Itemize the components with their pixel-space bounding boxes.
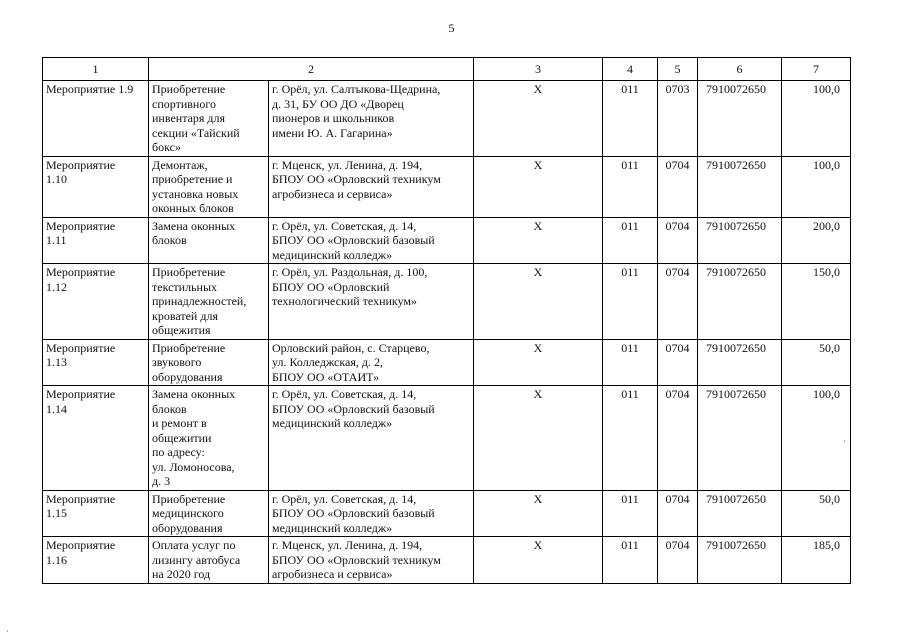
col7-cell: 100,0 (782, 81, 851, 157)
description-cell: Приобретение звукового оборудования (149, 339, 269, 386)
event-cell: Мероприятие 1.10 (43, 156, 149, 217)
col6-cell: 7910072650 (698, 217, 782, 264)
scan-speck: · (6, 626, 9, 636)
col7-cell: 50,0 (782, 490, 851, 537)
col5-cell: 0703 (658, 81, 698, 157)
col6-cell: 7910072650 (698, 386, 782, 491)
col4-cell: 011 (603, 156, 658, 217)
budget-table (42, 57, 851, 584)
header-cell-7: 7 (782, 58, 851, 81)
location-cell: г. Орёл, ул. Советская, д. 14, БПОУ ОО «Орловский базовый медицинский колледж» (269, 217, 474, 264)
table-row (43, 217, 851, 264)
location-cell: г. Орёл, ул. Советская, д. 14, БПОУ ОО «Орловский базовый медицинский колледж» (269, 490, 474, 537)
col6-cell: 7910072650 (698, 537, 782, 584)
col3-cell: Х (474, 537, 603, 584)
description-cell: Оплата услуг по лизингу автобуса на 2020 год (149, 537, 269, 584)
col6-cell: 7910072650 (698, 264, 782, 340)
table-row (43, 264, 851, 340)
col7-cell: 50,0 (782, 339, 851, 386)
event-cell: Мероприятие 1.15 (43, 490, 149, 537)
col5-cell: 0704 (658, 339, 698, 386)
col3-cell: Х (474, 339, 603, 386)
col5-cell: 0704 (658, 217, 698, 264)
col5-cell: 0704 (658, 386, 698, 491)
description-cell: Демонтаж, приобретение и установка новых оконных блоков (149, 156, 269, 217)
col4-cell: 011 (603, 339, 658, 386)
col6-cell: 7910072650 (698, 81, 782, 157)
table-row (43, 386, 851, 491)
col7-cell: 100,0 (782, 386, 851, 491)
col3-cell: Х (474, 81, 603, 157)
header-cell-5: 5 (658, 58, 698, 81)
description-cell: Замена оконных блоков (149, 217, 269, 264)
col3-cell: Х (474, 386, 603, 491)
col5-cell: 0704 (658, 264, 698, 340)
col6-cell: 7910072650 (698, 156, 782, 217)
col3-cell: Х (474, 490, 603, 537)
event-cell: Мероприятие 1.12 (43, 264, 149, 340)
location-cell: г. Орёл, ул. Салтыкова-Щедрина, д. 31, БУ ОО ДО «Дворец пионеров и школьников имени Ю. А. Гагарина» (269, 81, 474, 157)
col5-cell: 0704 (658, 490, 698, 537)
col7-cell: 150,0 (782, 264, 851, 340)
header-cell-2: 2 (149, 58, 474, 81)
header-cell-6: 6 (698, 58, 782, 81)
col4-cell: 011 (603, 537, 658, 584)
header-row (43, 58, 851, 81)
page-number: 5 (448, 21, 455, 35)
col4-cell: 011 (603, 264, 658, 340)
col7-cell: 100,0 (782, 156, 851, 217)
location-cell: г. Мценск, ул. Ленина, д. 194, БПОУ ОО «Орловский техникум агробизнеса и сервиса» (269, 537, 474, 584)
col7-cell: 185,0 (782, 537, 851, 584)
scan-speck: · (843, 436, 846, 446)
col3-cell: Х (474, 156, 603, 217)
header-cell-1: 1 (43, 58, 149, 81)
event-cell: Мероприятие 1.14 (43, 386, 149, 491)
event-cell: Мероприятие 1.13 (43, 339, 149, 386)
col4-cell: 011 (603, 490, 658, 537)
location-cell: Орловский район, с. Старцево, ул. Колледжская, д. 2, БПОУ ОО «ОТАИТ» (269, 339, 474, 386)
description-cell: Приобретение спортивного инвентаря для секции «Тайский бокс» (149, 81, 269, 157)
header-cell-3: 3 (474, 58, 603, 81)
location-cell: г. Орёл, ул. Советская, д. 14, БПОУ ОО «Орловский базовый медицинский колледж» (269, 386, 474, 491)
event-cell: Мероприятие 1.9 (43, 81, 149, 157)
table-row (43, 537, 851, 584)
col6-cell: 7910072650 (698, 490, 782, 537)
col6-cell: 7910072650 (698, 339, 782, 386)
col4-cell: 011 (603, 386, 658, 491)
col7-cell: 200,0 (782, 217, 851, 264)
event-cell: Мероприятие 1.11 (43, 217, 149, 264)
col4-cell: 011 (603, 81, 658, 157)
col3-cell: Х (474, 264, 603, 340)
col3-cell: Х (474, 217, 603, 264)
description-cell: Приобретение медицинского оборудования (149, 490, 269, 537)
table-row (43, 490, 851, 537)
table-row (43, 81, 851, 157)
event-cell: Мероприятие 1.16 (43, 537, 149, 584)
description-cell: Приобретение текстильных принадлежностей, кроватей для общежития (149, 264, 269, 340)
header-cell-4: 4 (603, 58, 658, 81)
table-row (43, 339, 851, 386)
col5-cell: 0704 (658, 537, 698, 584)
description-cell: Замена оконных блоков и ремонт в общежитии по адресу: ул. Ломоносова, д. 3 (149, 386, 269, 491)
location-cell: г. Мценск, ул. Ленина, д. 194, БПОУ ОО «Орловский техникум агробизнеса и сервиса» (269, 156, 474, 217)
table-row (43, 156, 851, 217)
col5-cell: 0704 (658, 156, 698, 217)
col4-cell: 011 (603, 217, 658, 264)
location-cell: г. Орёл, ул. Раздольная, д. 100, БПОУ ОО «Орловский технологический техникум» (269, 264, 474, 340)
